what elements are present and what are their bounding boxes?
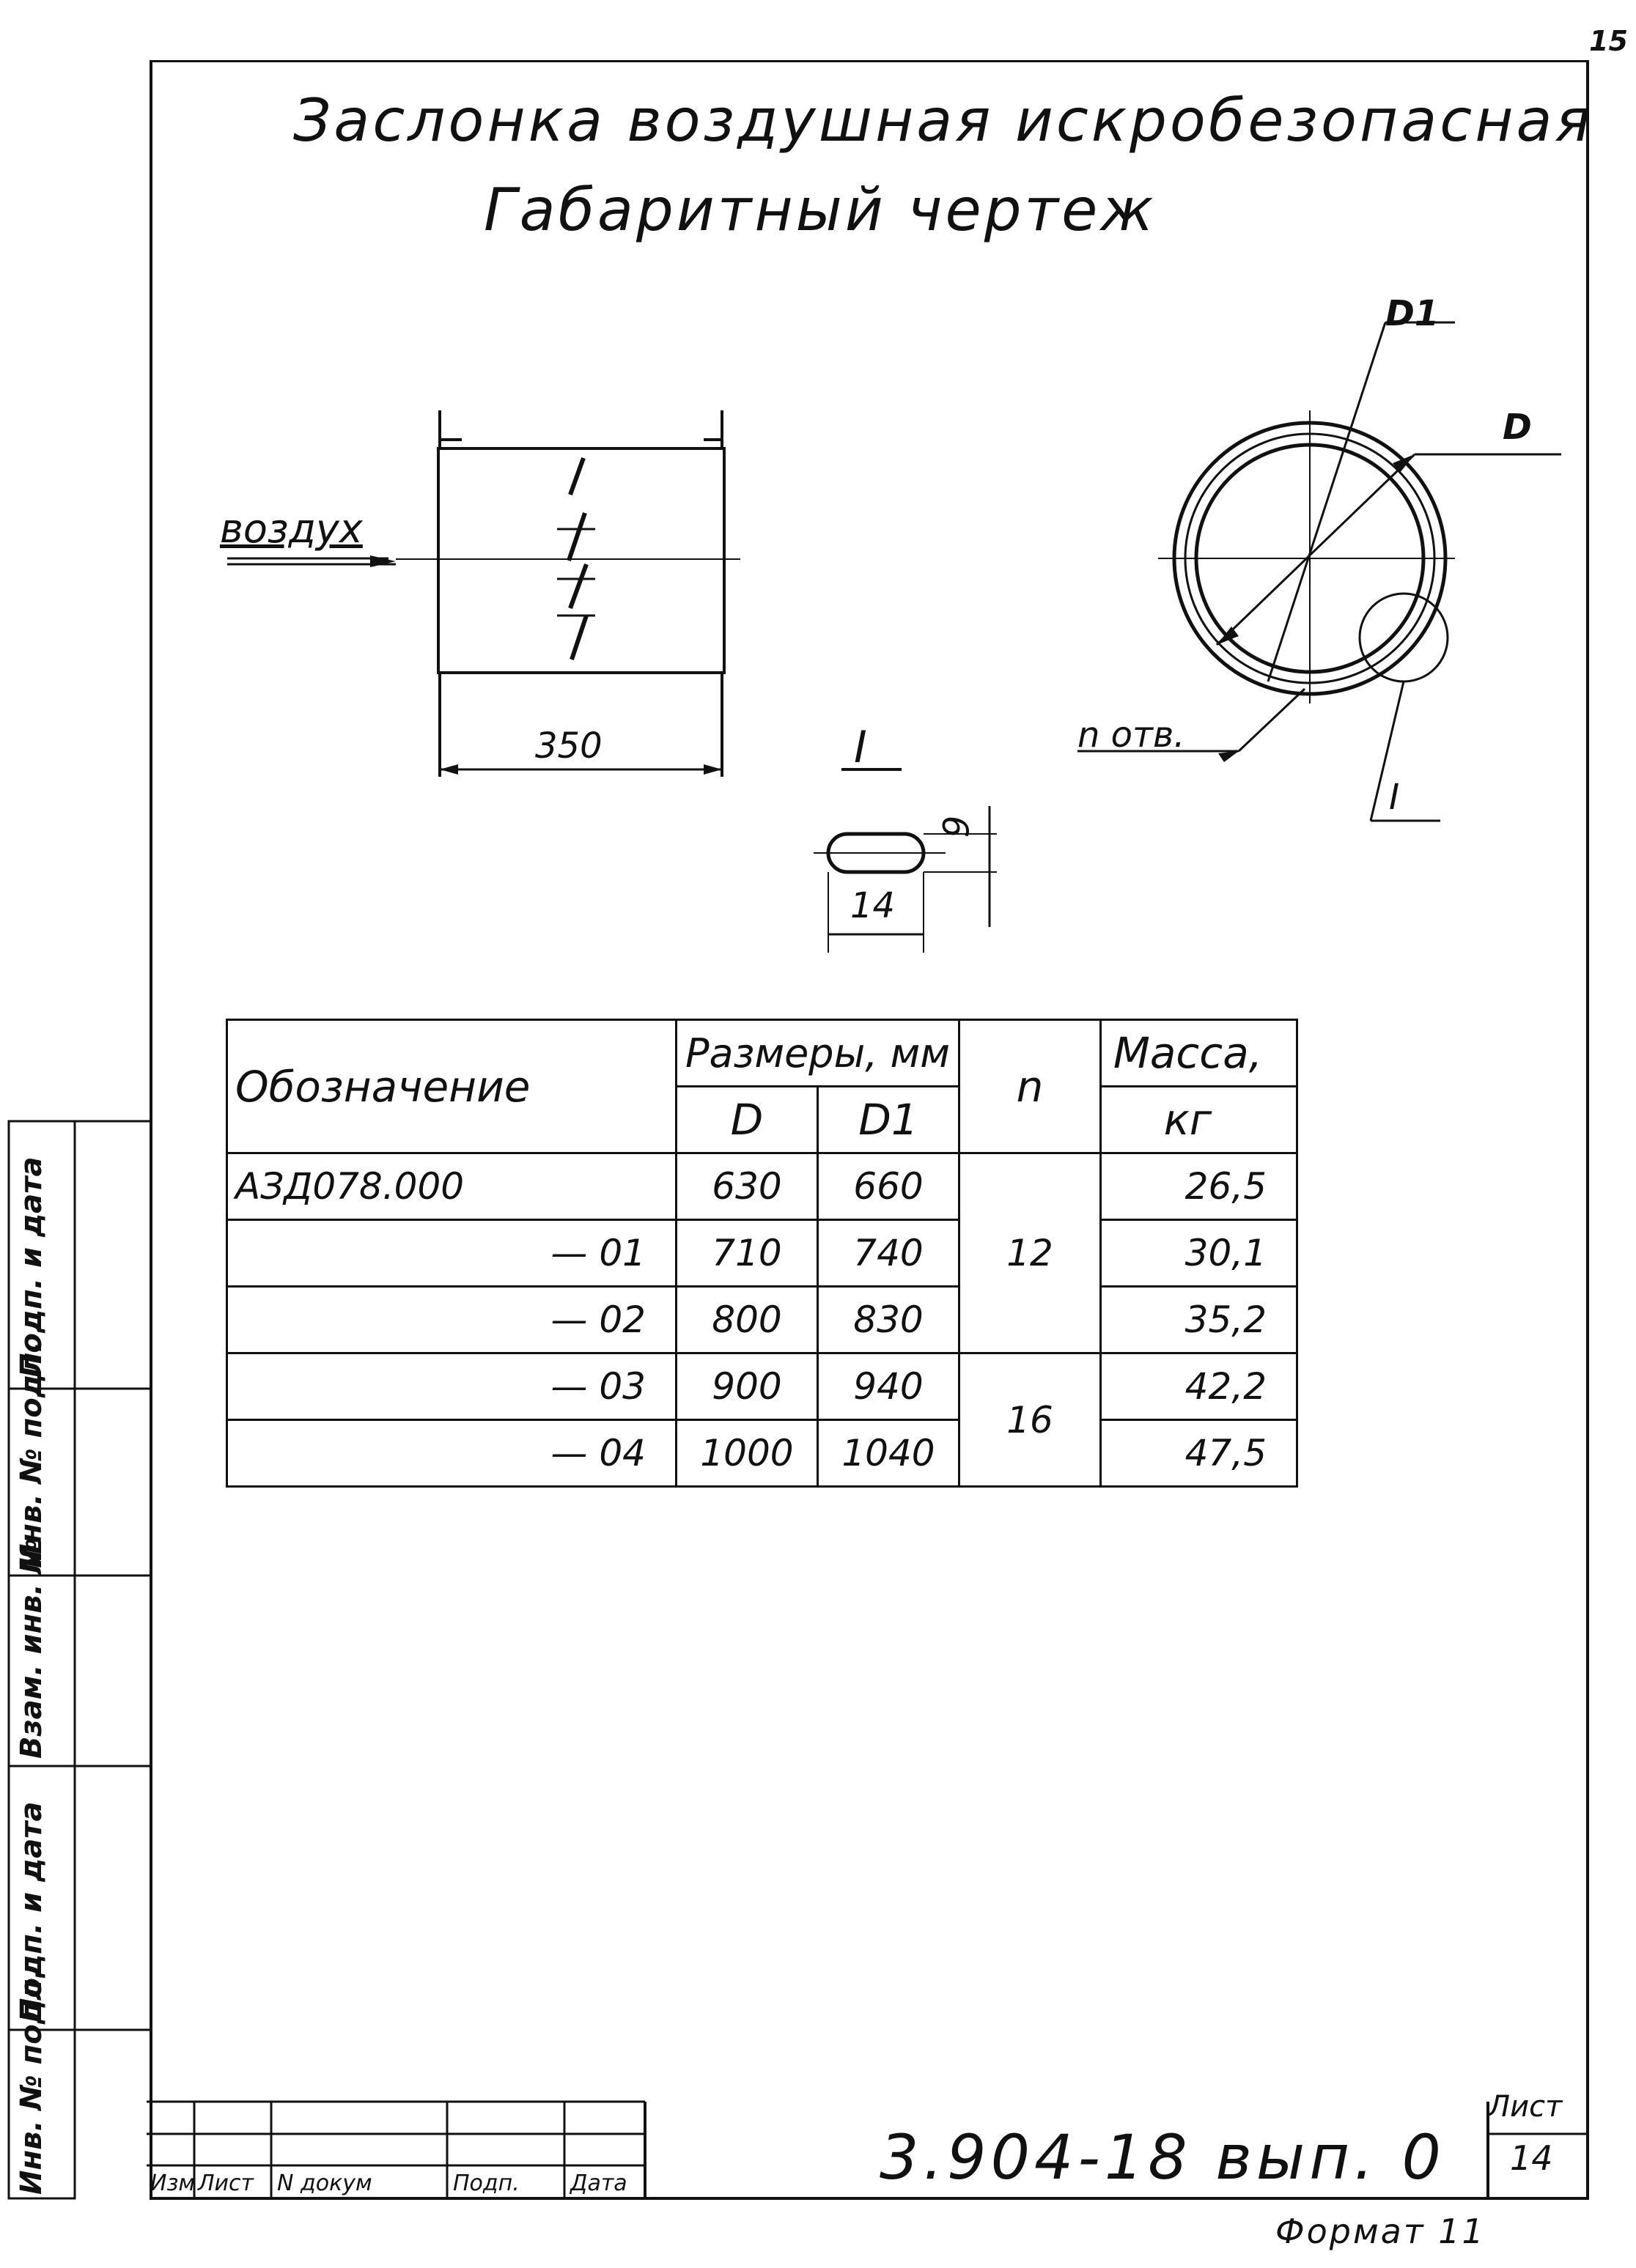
damper-side-view bbox=[438, 448, 724, 673]
slot-width-dim: 14 bbox=[850, 885, 896, 926]
tb-podp: Подп. bbox=[453, 2171, 520, 2196]
tb-n-dokum: N докум bbox=[277, 2171, 372, 2196]
drawing-subtitle: Габаритный чертеж bbox=[484, 176, 1157, 244]
table-row bbox=[227, 1220, 1297, 1287]
row-d: 900 bbox=[677, 1353, 818, 1420]
row-d: 800 bbox=[677, 1287, 818, 1353]
side-podp2: Подп. и дата bbox=[15, 1801, 48, 2023]
header-n: n bbox=[959, 1020, 1101, 1153]
row-d1: 940 bbox=[818, 1353, 959, 1420]
row-mass: 30,1 bbox=[1101, 1220, 1297, 1287]
detail-title: I bbox=[854, 722, 867, 773]
row-designation: АЗД078.000 bbox=[227, 1153, 677, 1220]
side-vzam: Взам. инв. № bbox=[15, 1538, 48, 1759]
header-d: D bbox=[677, 1087, 818, 1153]
header-d1: D1 bbox=[818, 1087, 959, 1153]
detail-callout-circle bbox=[1360, 594, 1448, 681]
d-label: D bbox=[1503, 407, 1532, 448]
tb-list: Лист bbox=[198, 2171, 254, 2196]
tb-data: Дата bbox=[570, 2171, 627, 2196]
table-row bbox=[227, 1153, 1297, 1220]
row-d: 630 bbox=[677, 1153, 818, 1220]
header-mass-unit: кг bbox=[1101, 1087, 1297, 1153]
table-row bbox=[227, 1420, 1297, 1487]
header-mass: Масса, bbox=[1101, 1020, 1297, 1087]
tb-izm: Изм bbox=[150, 2171, 196, 2196]
specification-table bbox=[226, 1019, 1298, 1488]
header-dimensions: Размеры, мм bbox=[677, 1020, 959, 1087]
side-inv: Инв. № подл. bbox=[15, 1968, 48, 2195]
row-n: 16 bbox=[959, 1353, 1101, 1487]
row-d1: 740 bbox=[818, 1220, 959, 1287]
row-d1: 1040 bbox=[818, 1420, 959, 1487]
row-mass: 26,5 bbox=[1101, 1153, 1297, 1220]
holes-label: n отв. bbox=[1077, 714, 1185, 756]
header-designation: Обозначение bbox=[227, 1020, 677, 1153]
row-designation: — 01 bbox=[227, 1220, 677, 1287]
table-row bbox=[227, 1353, 1297, 1420]
d1-label: D1 bbox=[1385, 293, 1440, 334]
row-mass: 35,2 bbox=[1101, 1287, 1297, 1353]
side-podp-data: Подп. и дата bbox=[15, 1156, 48, 1378]
row-designation: — 02 bbox=[227, 1287, 677, 1353]
sheet-label: Лист bbox=[1488, 2090, 1563, 2124]
row-d1: 660 bbox=[818, 1153, 959, 1220]
row-n: 12 bbox=[959, 1153, 1101, 1353]
slot-height-dim: 9 bbox=[936, 815, 978, 838]
detail-callout-label: I bbox=[1389, 777, 1400, 818]
page-number: 15 bbox=[1589, 25, 1628, 57]
row-d: 1000 bbox=[677, 1420, 818, 1487]
air-label: воздух bbox=[220, 506, 363, 552]
row-mass: 47,5 bbox=[1101, 1420, 1297, 1487]
row-mass: 42,2 bbox=[1101, 1353, 1297, 1420]
row-designation: — 03 bbox=[227, 1353, 677, 1420]
sheet-number: 14 bbox=[1510, 2138, 1553, 2178]
document-code: 3.904-18 вып. 0 bbox=[880, 2121, 1445, 2193]
table-row bbox=[227, 1287, 1297, 1353]
row-d1: 830 bbox=[818, 1287, 959, 1353]
length-dimension: 350 bbox=[535, 725, 603, 767]
side-inv-orig: Инв. № подл. bbox=[15, 1341, 48, 1568]
drawing-title: Заслонка воздушная искробезопасная bbox=[293, 86, 1593, 155]
row-designation: — 04 bbox=[227, 1420, 677, 1487]
row-d: 710 bbox=[677, 1220, 818, 1287]
paper-format: Формат 11 bbox=[1275, 2212, 1486, 2251]
